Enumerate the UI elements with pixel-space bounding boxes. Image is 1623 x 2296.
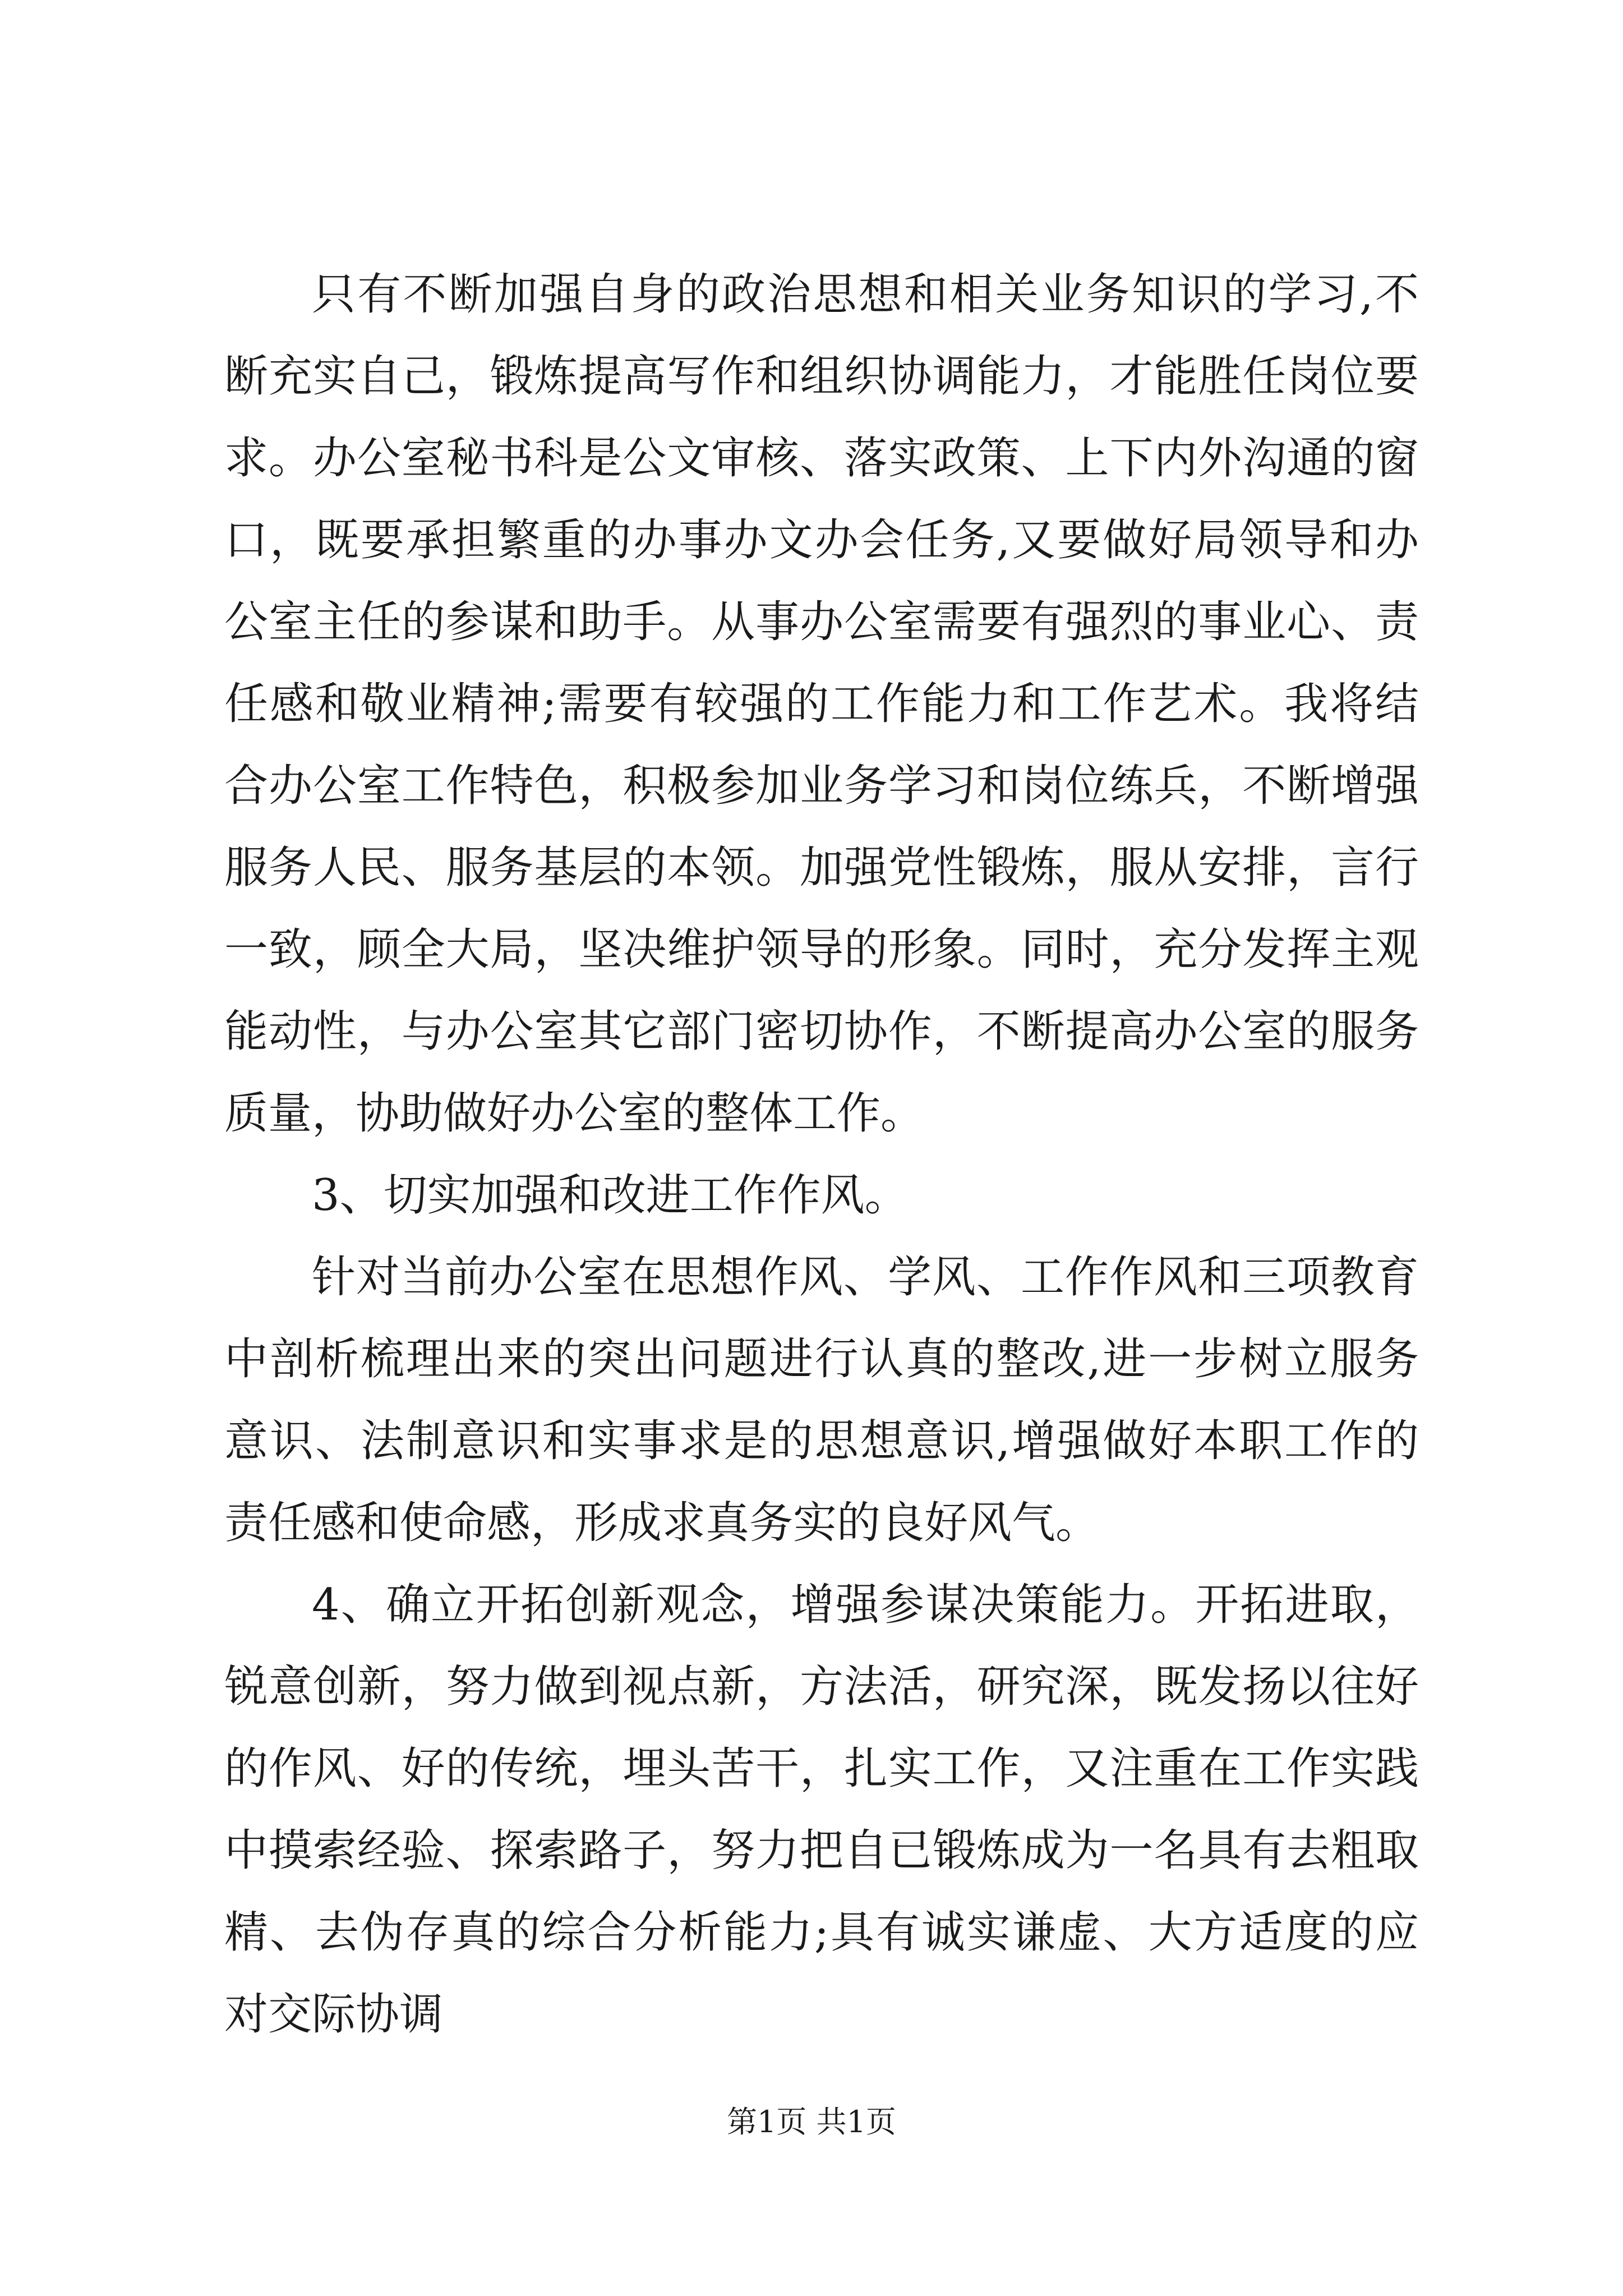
paragraph-4: 4、确立开拓创新观念，增强参谋决策能力。开拓进取，锐意创新，努力做到视点新，方法活，研究深，既发扬以往好的作风、好的传统，埋头苦干，扎实工作，又注重在工作实践中摸索经验、探索路子，努力把自已锻炼成为一名具有去粗取精、去伪存真的综合分析能力;具有诚实谦虚、大方适度的应对交际协调 (224, 1580, 1419, 2040)
document-body (224, 254, 1419, 2055)
page-footer: 第1页 共1页 (727, 2104, 896, 2139)
paragraph-3: 针对当前办公室在思想作风、学风、工作作风和三项教育中剖析梳理出来的突出问题进行认真的整改,进一步树立服务意识、法制意识和实事求是的思想意识,增强做好本职工作的责任感和使命感，形成求真务实的良好风气。 (224, 1252, 1419, 1548)
paragraph-1: 只有不断加强自身的政治思想和相关业务知识的学习,不断充实自己，锻炼提高写作和组织协调能力，才能胜任岗位要求。办公室秘书科是公文审核、落实政策、上下内外沟通的窗口，既要承担繁重的办事办文办会任务,又要做好局领导和办公室主任的参谋和助手。从事办公室需要有强烈的事业心、责任感和敬业精神;需要有较强的工作能力和工作艺术。我将结合办公室工作特色，积极参加业务学习和岗位练兵，不断增强服务人民、服务基层的本领。加强党性锻炼，服从安排，言行一致，顾全大局，坚决维护领导的形象。同时，充分发挥主观能动性，与办公室其它部门密切协作，不断提高办公室的服务质量，协助做好办公室的整体工作。 (224, 269, 1419, 1139)
paragraph-2-heading: 3、切实加强和改进工作作风。 (312, 1170, 909, 1221)
